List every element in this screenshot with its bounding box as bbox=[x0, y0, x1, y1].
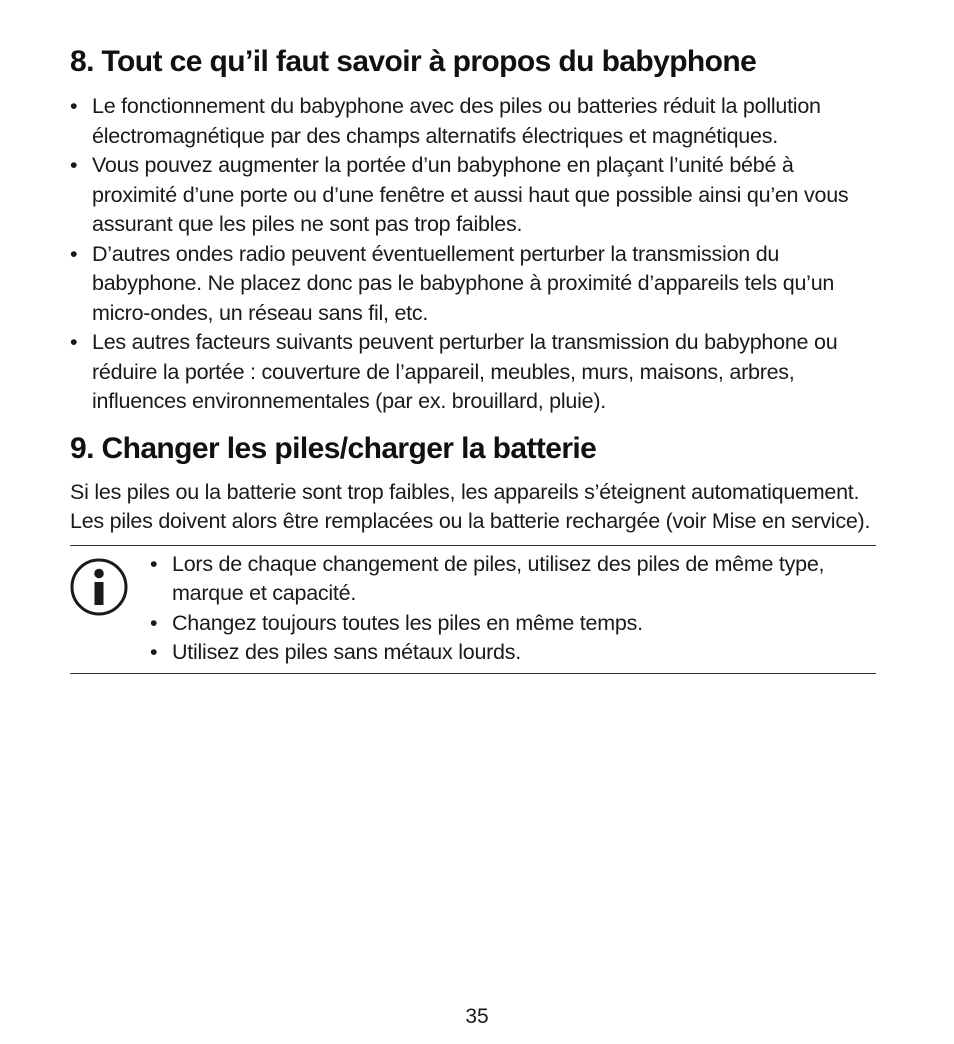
list-item: • Lors de chaque changement de piles, utilisez des piles de même type, marque et capacité. bbox=[150, 550, 876, 609]
list-item: • Le fonctionnement du babyphone avec des piles ou batteries réduit la pollution électromagnétique par des champs alternatifs électriques et magnétiques. bbox=[70, 92, 876, 151]
info-note-box bbox=[70, 545, 876, 674]
list-item: • Vous pouvez augmenter la portée d’un babyphone en plaçant l’unité bébé à proximité d’une porte ou d’une fenêtre et aussi haut que possible ainsi qu’en vous assurant que les piles ne sont pas trop faibles. bbox=[70, 151, 876, 240]
page-number: 35 bbox=[465, 1005, 489, 1028]
list-item: • Les autres facteurs suivants peuvent perturber la transmission du babyphone ou réduire la portée : couverture de l’appareil, meubles, murs, maisons, arbres, influences environnementales (par ex. brouillard, pluie). bbox=[70, 328, 876, 417]
section-9-paragraph: Si les piles ou la batterie sont trop faibles, les appareils s’éteignent automatiquement. Les piles doivent alors être remplacées ou la batterie rechargée (voir Mise en service). bbox=[70, 479, 871, 533]
list-item: • Utilisez des piles sans métaux lourds. bbox=[150, 638, 876, 668]
section-8-heading: 8. Tout ce qu’il faut savoir à propos du babyphone bbox=[70, 45, 757, 78]
section-9 bbox=[70, 429, 876, 674]
section-8-list bbox=[70, 92, 876, 417]
section-8 bbox=[70, 42, 876, 417]
info-note-list bbox=[150, 550, 876, 668]
list-item: • Changez toujours toutes les piles en même temps. bbox=[150, 609, 876, 639]
section-9-heading: 9. Changer les piles/charger la batterie bbox=[70, 431, 597, 465]
info-icon bbox=[70, 558, 128, 616]
list-item: • D’autres ondes radio peuvent éventuellement perturber la transmission du babyphone. Ne placez donc pas le babyphone à proximité d’appareils tels qu’un micro-ondes, un réseau sans fil, etc. bbox=[70, 240, 876, 329]
page-content bbox=[70, 42, 876, 674]
